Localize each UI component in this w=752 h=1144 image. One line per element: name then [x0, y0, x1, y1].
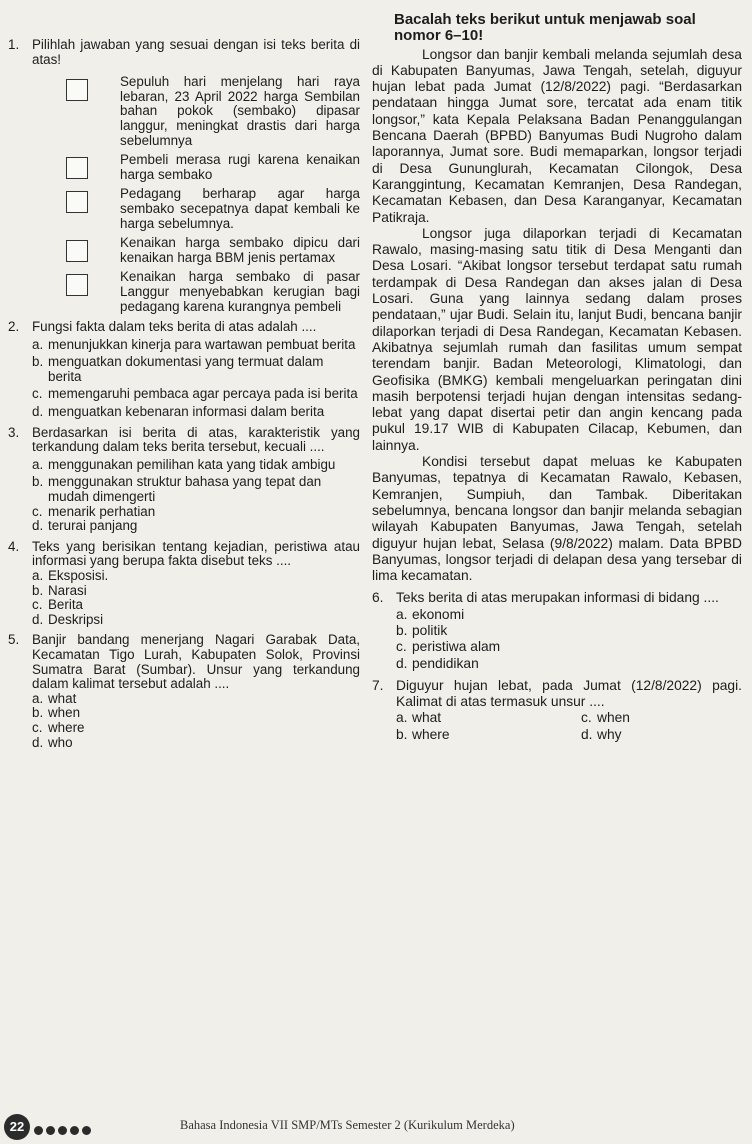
answer-option[interactable]: [8, 475, 360, 504]
answer-option[interactable]: [557, 727, 742, 743]
answer-option[interactable]: [8, 458, 360, 473]
option-text: memengaruhi pembaca agar percaya pada isi berita: [48, 386, 358, 402]
question-7: [372, 678, 742, 711]
option-letter: b.: [396, 622, 408, 638]
option-text: Narasi: [48, 582, 87, 598]
answer-options-row: [372, 727, 742, 743]
statement-row[interactable]: [8, 75, 360, 148]
answer-option[interactable]: [8, 584, 360, 599]
option-letter: b.: [32, 474, 44, 490]
checkbox[interactable]: [66, 157, 88, 179]
statement-row[interactable]: [8, 236, 360, 265]
option-text: menunjukkan kinerja para wartawan pembuat berita: [48, 336, 356, 352]
option-text: peristiwa alam: [412, 639, 501, 655]
answer-option[interactable]: [8, 721, 360, 736]
question-6: [372, 590, 742, 606]
statement-text: Kenaikan harga sembako di pasar Langgur menyebabkan kerugian bagi pedagang karena kurangnya pembeli: [120, 269, 360, 314]
statement-text: Kenaikan harga sembako dipicu dari kenaikan harga BBM jenis pertamax: [120, 235, 360, 265]
question-prompt: Teks yang berisikan tentang kejadian, peristiwa atau informasi yang berupa fakta disebut teks ....: [32, 538, 360, 569]
statement-text: Sepuluh hari menjelang hari raya lebaran, 23 April 2022 harga Sembilan bahan pokok (sembako) dipasar langgur, meningkat drastis dari harga sebelumnya: [120, 74, 360, 148]
option-letter: d.: [32, 611, 44, 627]
option-letter: a.: [32, 690, 44, 706]
answer-option[interactable]: [8, 706, 360, 721]
option-text: what: [412, 710, 442, 726]
answer-option[interactable]: [8, 405, 360, 420]
answer-option[interactable]: [8, 519, 360, 534]
option-letter: a.: [396, 710, 408, 726]
answer-options-row: [372, 710, 742, 726]
option-text: terurai panjang: [48, 518, 138, 534]
question-number: 7.: [372, 677, 384, 693]
reading-paragraph: Longsor dan banjir kembali melanda sejumlah desa di Kabupaten Banyumas, Jawa Tengah, setelah, diguyur hujan lebat pada Jumat (12/8/2022) pagi. “Berdasarkan pendataan hingga Jumat sore, tercatat ada enam titik longsor,” kata Kepala Pelaksana Badan Penanggulangan Bencana Daerah (BPBD) Banyumas Budi Nugroho dalam laporannya, Jumat sore. Budi memaparkan, longsor terjadi di Desa Gununglurah, Kecamatan Cilongok, Desa Karanggintung, Kecamatan Kemranjen, Desa Randegan, Kecamatan Kebasen, dan Desa Karanganyar, Kecamatan Patikraja.: [372, 46, 742, 225]
option-letter: d.: [396, 655, 408, 671]
option-text: pendidikan: [412, 655, 479, 671]
answer-option[interactable]: [8, 387, 360, 402]
option-letter: a.: [32, 456, 44, 472]
option-letter: b.: [396, 726, 408, 742]
question-prompt: Diguyur hujan lebat, pada Jumat (12/8/2022) pagi. Kalimat di atas termasuk unsur ....: [396, 677, 742, 710]
option-text: when: [597, 710, 630, 726]
answer-option[interactable]: [372, 727, 557, 743]
question-3: [8, 426, 360, 455]
right-column: [372, 12, 742, 743]
option-text: menarik perhatian: [48, 503, 156, 519]
question-number: 1.: [8, 37, 20, 52]
question-prompt: Banjir bandang menerjang Nagari Garabak Data, Kecamatan Tigo Lurah, Kabupaten Solok, Provinsi Sumatra Barat (Sumbar). Unsur yang terkandung dalam kalimat tersebut adalah ....: [32, 632, 360, 692]
answer-option[interactable]: [8, 613, 360, 628]
question-1: [8, 38, 360, 67]
option-letter: c.: [32, 503, 43, 519]
answer-option[interactable]: [8, 355, 360, 384]
answer-option[interactable]: [8, 338, 360, 353]
option-letter: a.: [32, 568, 44, 583]
answer-option[interactable]: [372, 710, 557, 726]
answer-option[interactable]: [8, 598, 360, 613]
option-letter: d.: [32, 734, 44, 750]
statement-row[interactable]: [8, 153, 360, 182]
question-4: [8, 540, 360, 569]
option-letter: c.: [396, 639, 407, 655]
question-2: [8, 320, 360, 335]
answer-option[interactable]: [372, 639, 742, 655]
option-text: when: [48, 705, 81, 721]
answer-option[interactable]: [372, 607, 742, 623]
option-text: ekonomi: [412, 606, 465, 622]
checkbox[interactable]: [66, 240, 88, 262]
book-title: Bahasa Indonesia VII SMP/MTs Semester 2 (Kurikulum Merdeka): [180, 1118, 515, 1132]
option-text: menguatkan kebenaran informasi dalam berita: [48, 404, 325, 420]
option-text: why: [597, 726, 622, 742]
option-letter: c.: [581, 710, 592, 726]
option-text: where: [48, 719, 85, 735]
option-text: menggunakan pemilihan kata yang tidak ambigu: [48, 456, 336, 472]
left-column: [8, 38, 360, 750]
option-text: politik: [412, 622, 448, 638]
decorative-dots: [34, 1122, 94, 1140]
statement-text: Pedagang berharap agar harga sembako secepatnya dapat kembali ke harga sebelumnya.: [120, 186, 360, 231]
answer-option[interactable]: [8, 569, 360, 584]
option-letter: b.: [32, 354, 44, 370]
statement-row[interactable]: [8, 270, 360, 314]
option-letter: a.: [396, 606, 408, 622]
option-letter: a.: [32, 336, 44, 352]
checkbox[interactable]: [66, 79, 88, 101]
option-text: menguatkan dokumentasi yang termuat dalam berita: [48, 354, 324, 384]
option-text: Eksposisi.: [48, 568, 109, 583]
question-number: 6.: [372, 590, 384, 606]
answer-option[interactable]: [8, 736, 360, 751]
answer-option[interactable]: [8, 505, 360, 520]
option-letter: c.: [32, 719, 43, 735]
option-letter: d.: [32, 404, 44, 420]
question-prompt: Pilihlah jawaban yang sesuai dengan isi teks berita di atas!: [32, 37, 360, 67]
statement-text: Pembeli merasa rugi karena kenaikan harga sembako: [120, 152, 360, 182]
question-number: 5.: [8, 632, 20, 648]
question-prompt: Teks berita di atas merupakan informasi di bidang ....: [396, 590, 719, 606]
checkbox[interactable]: [66, 274, 88, 296]
option-letter: c.: [32, 597, 43, 613]
answer-option[interactable]: [557, 710, 742, 726]
option-letter: d.: [581, 726, 593, 742]
option-letter: c.: [32, 386, 43, 402]
checkbox[interactable]: [66, 191, 88, 213]
option-letter: b.: [32, 705, 44, 721]
option-text: Berita: [48, 597, 83, 613]
option-letter: d.: [32, 518, 44, 534]
reading-paragraph: Kondisi tersebut dapat meluas ke Kabupaten Banyumas, tepatnya di Kecamatan Rawalo, Kebasen, Kemranjen, Sumpiuh, dan Tambak. Diberitakan sebelumnya, bencana longsor dan banjir melanda sebagian wilayah Kabupaten Banyumas, Jawa Tengah, setelah diguyur hujan lebat, Selasa (9/8/2022) malam. Data BPBD Banyumas, longsor terjadi di delapan desa yang tersebar di lima kecamatan.: [372, 454, 742, 584]
option-letter: b.: [32, 582, 44, 598]
question-number: 2.: [8, 319, 20, 335]
page-number: 22: [4, 1114, 30, 1140]
question-prompt: Fungsi fakta dalam teks berita di atas adalah ....: [32, 319, 317, 335]
answer-option[interactable]: [8, 692, 360, 707]
statement-row[interactable]: [8, 187, 360, 231]
answer-option[interactable]: [372, 656, 742, 672]
question-5: [8, 633, 360, 691]
answer-option[interactable]: [372, 623, 742, 639]
reading-paragraph: Longsor juga dilaporkan terjadi di Kecamatan Rawalo, masing-masing satu titik di Desa Menganti dan Desa Losari. “Akibat longsor tersebut terdapat satu rumah terdampak di Desa Randegan dan akses jalan di Desa Losari. Guna yang lainnya sedang dalam proses pendataan,” ujar Budi. Selain itu, lanjut Budi, bencana banjir dilaporkan terjadi di Desa Randegan, Kecamatan Kebasen. Akibatnya sejumlah rumah dan fasilitas umum sempat terendam banjir. Badan Meteorologi, Klimatologi, dan Geofisika (BMKG) kembali mengeluarkan peringatan dini masih berpotensi terjadi hujan dengan intensitas sedang-lebat yang dapat disertai petir dan angin kencang pada pukul 19.17 WIB di Kabupaten Cilacap, Kebumen, dan lainnya.: [372, 225, 742, 453]
question-number: 4.: [8, 538, 20, 554]
question-number: 3.: [8, 424, 20, 440]
page-footer: [0, 1108, 752, 1144]
option-text: menggunakan struktur bahasa yang tepat dan mudah dimengerti: [48, 474, 322, 505]
reading-heading: Bacalah teks berikut untuk menjawab soal nomor 6–10!: [394, 11, 696, 45]
option-text: where: [412, 726, 450, 742]
option-text: Deskripsi: [48, 611, 104, 627]
option-text: who: [48, 734, 73, 750]
option-text: what: [48, 690, 77, 706]
question-prompt: Berdasarkan isi berita di atas, karakteristik yang terkandung dalam teks berita tersebut, kecuali ....: [32, 424, 360, 455]
